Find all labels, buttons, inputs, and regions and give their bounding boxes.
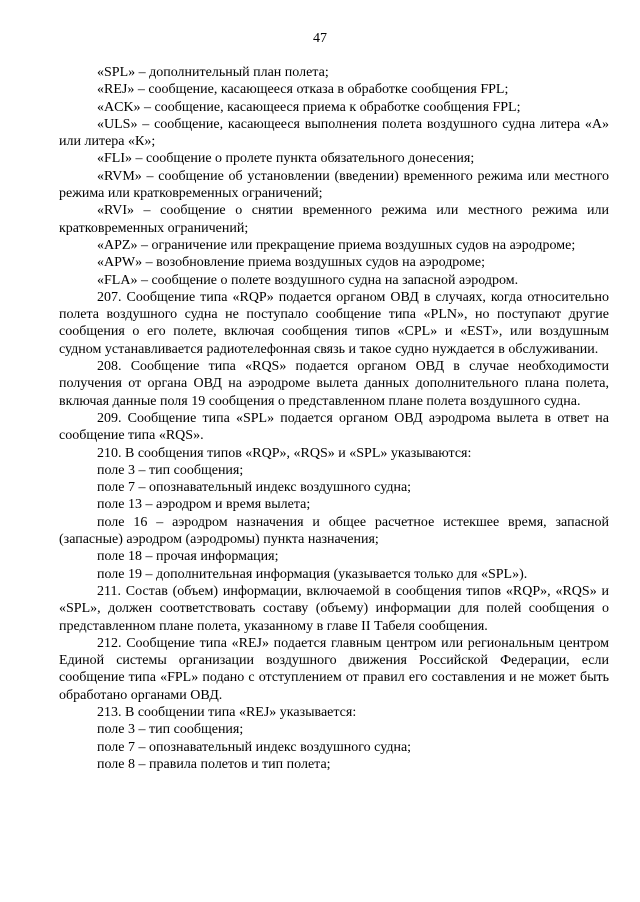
paragraph-fli-definition: «FLI» – сообщение о пролете пункта обязательного донесения; — [97, 151, 475, 167]
list-item-field-16: поле 16 – аэродром назначения и общее расчетное истекшее время, запасной (запасные) аэродром (аэродромы) пункта назначения; — [59, 514, 609, 548]
paragraph-apz-definition: «APZ» – ограничение или прекращение приема воздушных судов на аэродроме; — [97, 237, 576, 253]
paragraph-ack-definition: «ACK» – сообщение, касающееся приема к обработке сообщения FPL; — [97, 99, 521, 115]
paragraph-apw-definition: «APW» – возобновление приема воздушных судов на аэродроме; — [97, 255, 486, 271]
paragraph-209: 209. Сообщение типа «SPL» подается органом ОВД аэродрома вылета в ответ на сообщение типа «RQS». — [59, 410, 609, 444]
list-item-field-8: поле 8 – правила полетов и тип полета; — [97, 756, 331, 772]
paragraph-207: 207. Сообщение типа «RQP» подается органом ОВД в случаях, когда относительно полета воздушного судна не поступало сообщение типа «PLN», но поступают другие сообщения о его полете, включая сообщения типов «CPL» и «EST», или воздушным судном устанавливается радиотелефонная связь и такое судно нуждается в обслуживании. — [59, 289, 609, 357]
paragraph-rvi-definition: «RVI» – сообщение о снятии временного режима или местного режима или кратковременных ограничений; — [59, 203, 609, 236]
paragraph-rvm-definition: «RVM» – сообщение об установлении (введении) временного режима или местного режима или кратковременных ограничений; — [59, 168, 609, 202]
paragraph-211: 211. Состав (объем) информации, включаемой в сообщения типов «RQP», «RQS» и «SPL», должен соответствовать составу (объему) информации для полей сообщения о представленном плане полета, указанному в главе II Табеля сообщения. — [59, 583, 609, 634]
list-item-field-7: поле 7 – опознавательный индекс воздушного судна; — [97, 480, 412, 496]
page-number: 47 — [313, 31, 327, 46]
list-item-field-7: поле 7 – опознавательный индекс воздушного судна; — [97, 739, 412, 755]
list-item-field-3: поле 3 – тип сообщения; — [97, 462, 244, 478]
list-item-field-19: поле 19 – дополнительная информация (указывается только для «SPL»). — [97, 566, 528, 582]
paragraph-spl-definition: «SPL» – дополнительный план полета; — [97, 65, 329, 80]
list-item-field-13: поле 13 – аэродром и время вылета; — [97, 497, 311, 513]
paragraph-212: 212. Сообщение типа «REJ» подается главным центром или региональным центром Единой системы организации воздушного движения Российской Федерации, если сообщение типа «FPL» подано с отступлением от правил его составления и не может быть обработано органами ОВД. — [59, 635, 609, 703]
paragraph-rej-definition: «REJ» – сообщение, касающееся отказа в обработке сообщения FPL; — [97, 82, 509, 98]
document-body — [59, 64, 609, 773]
paragraph-213: 213. В сообщении типа «REJ» указывается: — [97, 704, 357, 720]
list-item-field-3: поле 3 – тип сообщения; — [97, 722, 244, 738]
paragraph-208: 208. Сообщение типа «RQS» подается органом ОВД в случае необходимости получения от органа ОВД на аэродроме вылета данных дополнительного плана полета, включая данные поля 19 сообщения о представленном плане полета воздушного судна. — [59, 359, 609, 409]
list-item-field-18: поле 18 – прочая информация; — [97, 549, 279, 565]
paragraph-210: 210. В сообщения типов «RQP», «RQS» и «SPL» указываются: — [97, 445, 472, 461]
paragraph-fla-definition: «FLA» – сообщение о полете воздушного судна на запасной аэродром. — [97, 272, 519, 288]
paragraph-uls-definition: «ULS» – сообщение, касающееся выполнения полета воздушного судна литера «А» или литера «К»; — [59, 116, 609, 150]
